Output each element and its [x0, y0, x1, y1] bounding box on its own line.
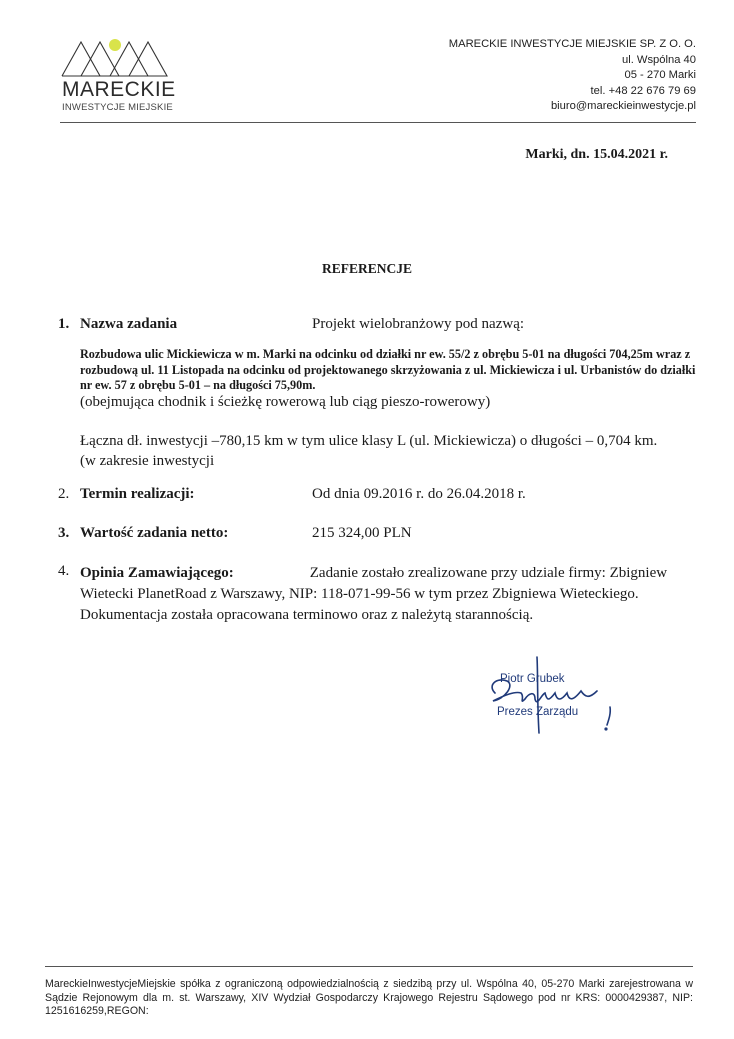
item-2-number: 2. [58, 486, 70, 502]
item-4-value: Zadanie zostało zrealizowane przy udziale firmy: Zbigniew Wietecki PlanetRoad z Warszawy, NIP: 118-071-99-56 w tym przez Zbigniewa Wieteckiego. Dokumentacja została opracowana terminowo oraz z należytą starannością. [80, 565, 668, 623]
item-1-value: Projekt wielobranżowy pod nazwą: [312, 316, 525, 332]
handwritten-signature-icon [485, 655, 625, 735]
item-2-label: Termin realizacji: [80, 486, 195, 502]
item-1-total-line1: Łączna dł. inwestycji –780,15 km w tym ulice klasy L (ul. Mickiewicza) o długości – 0,704 km. [80, 433, 658, 449]
company-phone: tel. +48 22 676 79 69 [590, 84, 696, 97]
company-street: ul. Wspólna 40 [621, 53, 696, 66]
item-1-total [80, 431, 720, 471]
signatory-name: Piotr Grubek [500, 673, 565, 685]
item-4-label: Opinia Zamawiającego: [80, 565, 234, 581]
company-name: MARECKIE INWESTYCJE MIEJSKIE SP. Z O. O. [448, 38, 696, 50]
item-1-note: (obejmująca chodnik i ścieżkę rowerową lub ciąg pieszo-rowerowy) [80, 394, 491, 410]
item-4-number: 4. [58, 563, 70, 579]
footer-divider [45, 966, 693, 967]
logo-subtitle: INWESTYCJE MIEJSKIE [62, 102, 173, 113]
item-2-value: Od dnia 09.2016 r. do 26.04.2018 r. [312, 486, 526, 502]
document-title: REFERENCJE [321, 261, 412, 276]
signatory-role: Prezes Zarządu [497, 706, 579, 718]
item-1-total-line2: (w zakresie inwestycji [80, 453, 215, 469]
item-1-description: Rozbudowa ulic Mickiewicza w m. Marki na odcinku od działki nr ew. 55/2 z obrębu 5-01 na długości 704,25m wraz z rozbudową ul. 11 Listopada na odcinku od projektowanego skrzyżowania z ul. Mickiewicza i ul. Urbanistów do działki nr ew. 57 z obrębu 5-01 – na długości 75,90m. [80, 347, 696, 392]
item-3-label: Wartość zadania netto: [80, 525, 229, 541]
company-contact-block [449, 37, 696, 115]
date-line: Marki, dn. 15.04.2021 r. [525, 147, 668, 162]
item-1-label: Nazwa zadania [80, 316, 178, 332]
item-1-number: 1. [58, 316, 70, 332]
company-email: biuro@mareckieinwestycje.pl [550, 100, 696, 112]
header-divider [60, 122, 696, 123]
logo-wordmark: MARECKIE [62, 78, 176, 101]
item-3-value: 215 324,00 PLN [312, 525, 412, 541]
item-3-number: 3. [58, 525, 70, 541]
footer-legal-text: MareckieInwestycjeMiejskie spółka z ograniczoną odpowiedzialnością z siedzibą przy ul. Wspólna 40, 05-270 Marki zarejestrowana w Sądzie Rejonowym dla m. st. Warszawy, XIV Wydział Gospodarczy Krajowego Rejestru Sądowego pod nr KRS: 0000429387, NIP: 1251616259,REGON: [45, 978, 693, 1017]
item-4-opinion [80, 563, 720, 626]
company-postal: 05 - 270 Marki [624, 69, 696, 81]
